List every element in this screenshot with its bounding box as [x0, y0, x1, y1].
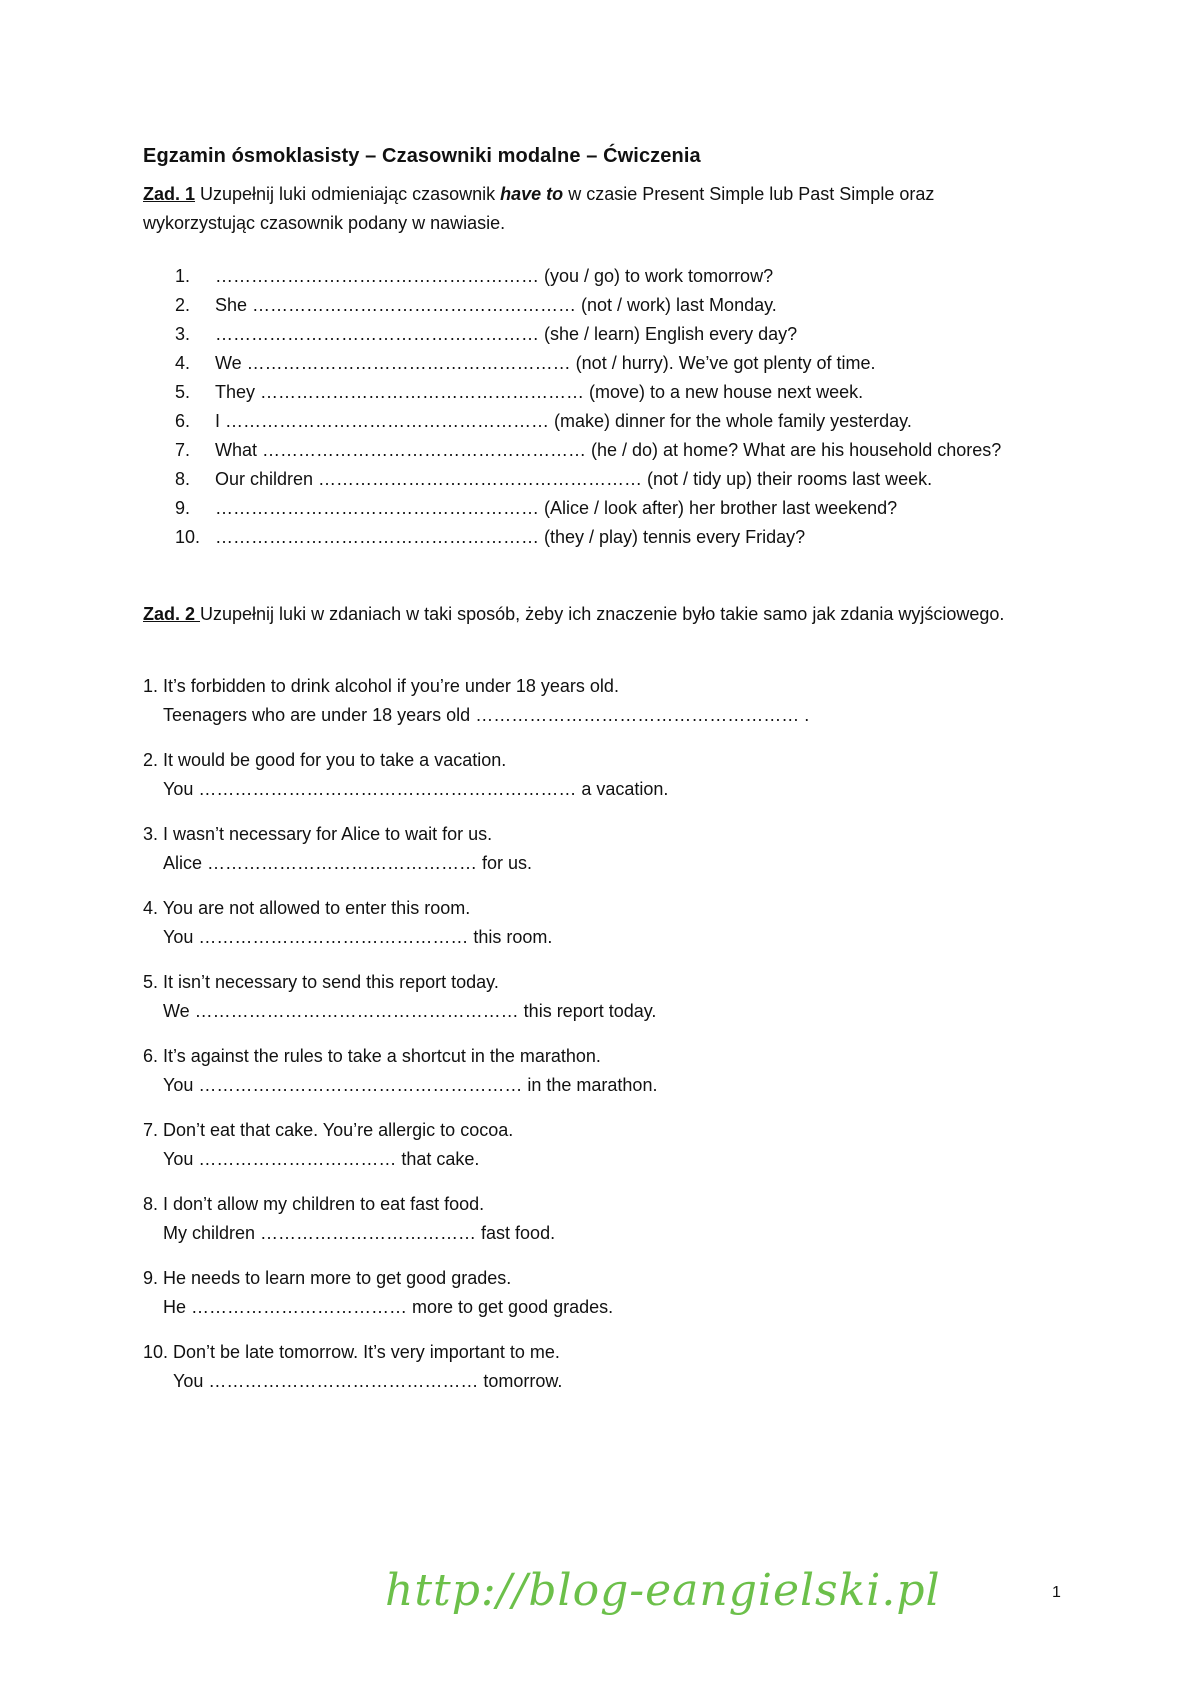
source-sentence: 2. It would be good for you to take a vacation.: [143, 750, 507, 770]
footer-url: http://blog-eangielski.pl: [385, 1565, 941, 1616]
source-sentence: 3. I wasn’t necessary for Alice to wait for us.: [143, 824, 493, 844]
list-item: [175, 465, 1001, 494]
list-item: [175, 407, 1001, 436]
list-item: [175, 349, 1001, 378]
item-text: ……………………………………………… (she / learn) English every day?: [215, 324, 798, 344]
task1-keyword: have to: [500, 184, 564, 204]
gap-sentence: You ……………………………………… this room.: [163, 927, 553, 947]
list-item: [143, 1338, 809, 1412]
task2-list: [143, 672, 809, 1412]
gap-sentence: My children ……………………………… fast food.: [163, 1223, 556, 1243]
gap-sentence: You ……………………………………… tomorrow.: [173, 1371, 563, 1391]
gap-sentence: We ……………………………………………… this report today.: [163, 1001, 657, 1021]
list-item: [143, 1264, 809, 1338]
item-number: 10.: [175, 527, 201, 547]
page-title: Egzamin ósmoklasisty – Czasowniki modalne – Ćwiczenia: [143, 145, 701, 167]
task2-label: Zad. 2: [143, 604, 201, 624]
list-item: [143, 746, 809, 820]
source-sentence: 4. You are not allowed to enter this room.: [143, 898, 471, 918]
source-sentence: 5. It isn’t necessary to send this report today.: [143, 972, 499, 992]
item-number: 6.: [175, 411, 191, 431]
item-number: 2.: [175, 295, 191, 315]
item-text: They ……………………………………………… (move) to a new house next week.: [215, 382, 864, 402]
list-item: [175, 291, 1001, 320]
list-item: [143, 820, 809, 894]
item-number: 4.: [175, 353, 191, 373]
gap-sentence: You ……………………………………………………… a vacation.: [163, 779, 669, 799]
list-item: [143, 1190, 809, 1264]
item-number: 9.: [175, 498, 191, 518]
list-item: [143, 1116, 809, 1190]
list-item: [175, 320, 1001, 349]
list-item: [175, 494, 1001, 523]
source-sentence: 8. I don’t allow my children to eat fast food.: [143, 1194, 485, 1214]
task1-intro-after: w czasie Present Simple lub Past Simple oraz wykorzystując czasownik podany w nawiasie.: [143, 184, 935, 233]
list-item: [175, 378, 1001, 407]
item-text: ……………………………………………… (Alice / look after) her brother last weekend?: [215, 498, 898, 518]
gap-sentence: You …………………………… that cake.: [163, 1149, 480, 1169]
source-sentence: 7. Don’t eat that cake. You’re allergic to cocoa.: [143, 1120, 514, 1140]
source-sentence: 10. Don’t be late tomorrow. It’s very important to me.: [143, 1342, 560, 1362]
list-item: [175, 262, 1001, 291]
source-sentence: 1. It’s forbidden to drink alcohol if you’re under 18 years old.: [143, 676, 619, 696]
item-text: I ……………………………………………… (make) dinner for the whole family yesterday.: [215, 411, 912, 431]
item-text: ……………………………………………… (you / go) to work tomorrow?: [215, 266, 774, 286]
source-sentence: 6. It’s against the rules to take a shortcut in the marathon.: [143, 1046, 601, 1066]
list-item: [143, 968, 809, 1042]
item-text: What ……………………………………………… (he / do) at home? What are his household chores?: [215, 440, 1002, 460]
item-number: 3.: [175, 324, 191, 344]
source-sentence: 9. He needs to learn more to get good grades.: [143, 1268, 512, 1288]
page-number: 1: [1052, 1584, 1061, 1601]
gap-sentence: He ……………………………… more to get good grades.: [163, 1297, 614, 1317]
task1-instructions: [143, 180, 1043, 238]
item-text: She ……………………………………………… (not / work) last Monday.: [215, 295, 777, 315]
item-text: We ……………………………………………… (not / hurry). We’ve got plenty of time.: [215, 353, 876, 373]
gap-sentence: Alice ……………………………………… for us.: [163, 853, 533, 873]
task1-intro-before: Uzupełnij luki odmieniając czasownik: [195, 184, 501, 204]
task1-list: [175, 262, 1001, 552]
list-item: [175, 523, 1001, 552]
gap-sentence: Teenagers who are under 18 years old ……………………………………………… .: [163, 705, 810, 725]
item-text: ……………………………………………… (they / play) tennis every Friday?: [215, 527, 806, 547]
item-number: 5.: [175, 382, 191, 402]
item-number: 8.: [175, 469, 191, 489]
task1-label: Zad. 1: [143, 184, 196, 204]
item-number: 1.: [175, 266, 191, 286]
list-item: [175, 436, 1001, 465]
task2-intro: Uzupełnij luki w zdaniach w taki sposób, żeby ich znaczenie było takie samo jak zdania wyjściowego.: [200, 604, 1005, 624]
task2-instructions: [143, 600, 1043, 629]
gap-sentence: You ……………………………………………… in the marathon.: [163, 1075, 658, 1095]
list-item: [143, 672, 809, 746]
item-text: Our children ……………………………………………… (not / tidy up) their rooms last week.: [215, 469, 933, 489]
list-item: [143, 1042, 809, 1116]
item-number: 7.: [175, 440, 191, 460]
list-item: [143, 894, 809, 968]
